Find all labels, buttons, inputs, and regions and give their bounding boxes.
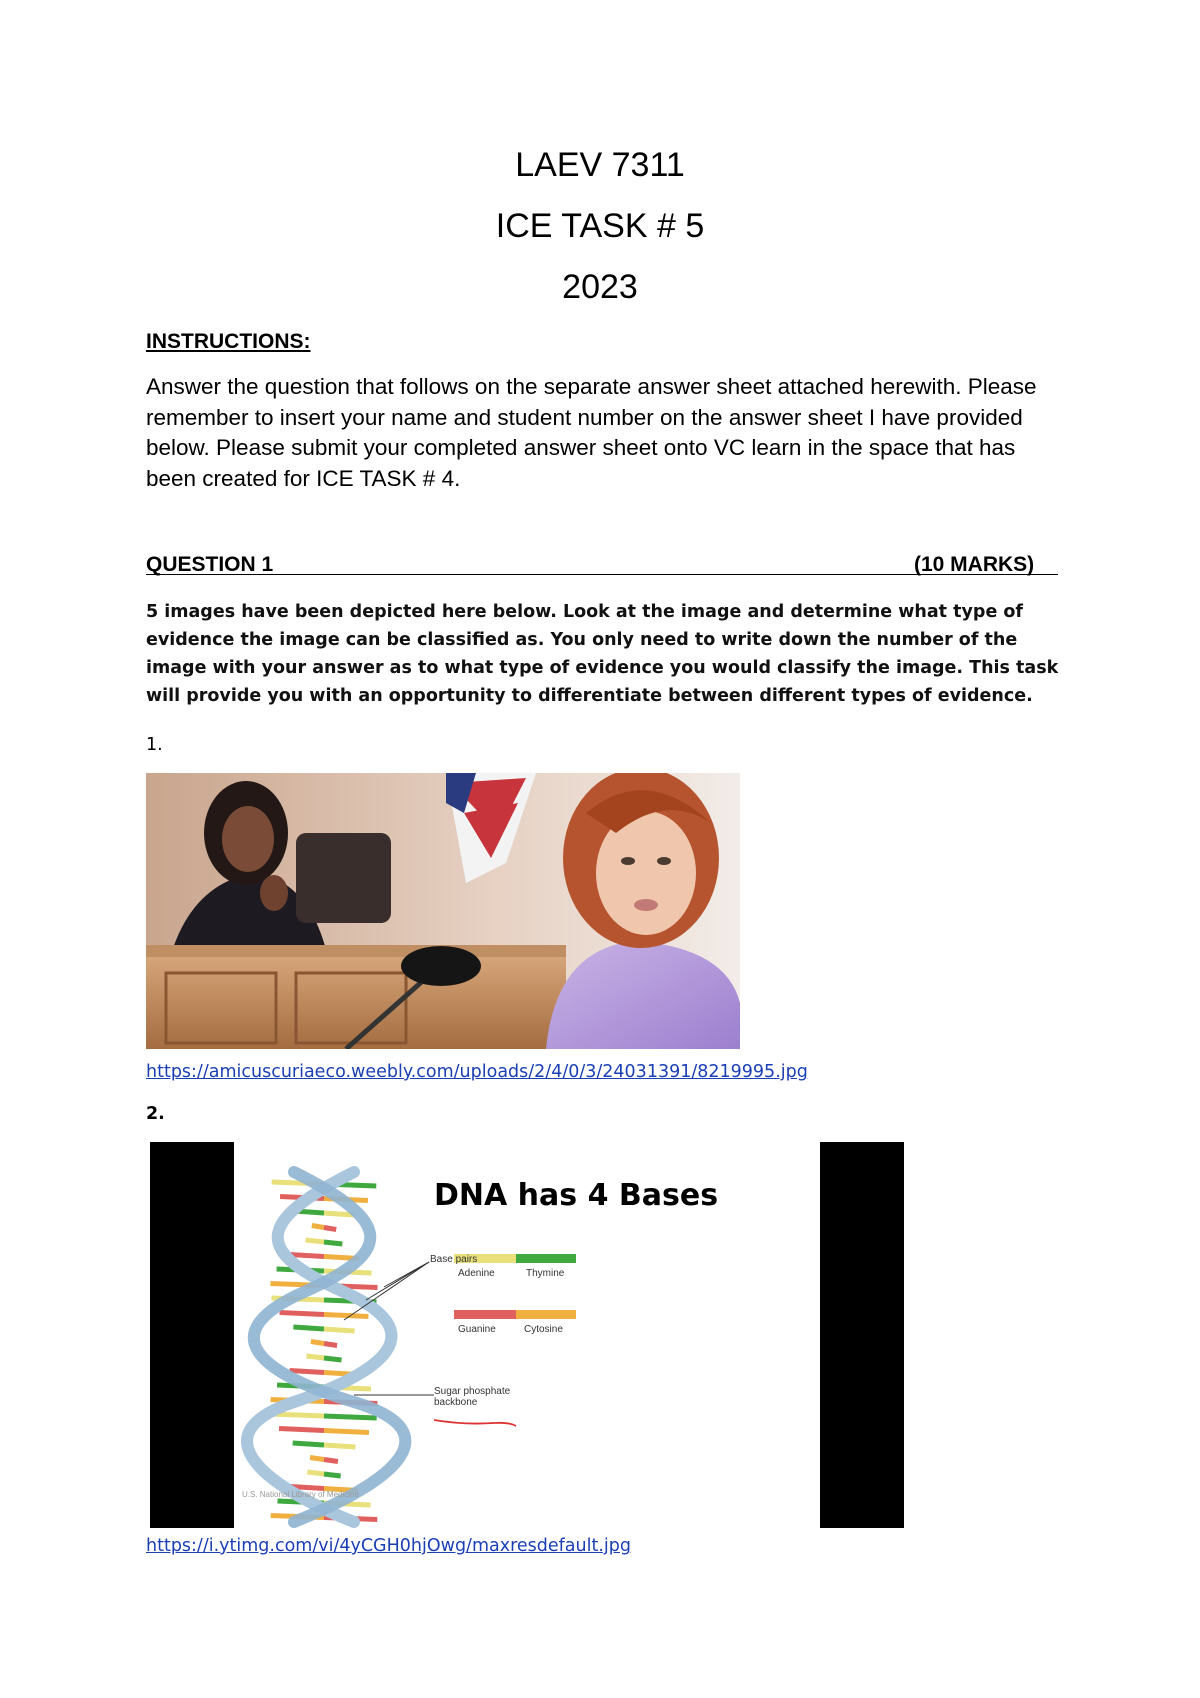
dna-slide (234, 1142, 820, 1528)
base-pair-rung (324, 1460, 338, 1462)
base-pair-rung (324, 1445, 355, 1447)
slide-credit: U.S. National Library of Medicine (242, 1490, 359, 1499)
base-pair-rung (290, 1371, 324, 1373)
base-pair-rung (324, 1228, 336, 1230)
adenine-label: Adenine (458, 1268, 495, 1279)
course-code: LAEV 7311 (515, 146, 685, 184)
base-pair-rung (324, 1344, 337, 1346)
task-title: ICE TASK # 5 (495, 207, 705, 245)
sugar-backbone-label (434, 1386, 510, 1408)
base-pair-rung (311, 1342, 324, 1344)
base-pair-rung (307, 1472, 324, 1474)
cytosine-label: Cytosine (524, 1324, 563, 1335)
base-pairs-label: Base pairs (430, 1254, 478, 1265)
question-underline (146, 574, 1058, 575)
sugar-label-line-2: backbone (434, 1397, 478, 1408)
image-1-number: 1. (146, 735, 163, 755)
base-pair-rung (312, 1226, 324, 1228)
base-pair-rung (324, 1416, 377, 1418)
base-pair-rung (324, 1358, 342, 1360)
base-pair-rung (324, 1315, 368, 1317)
task-year: 2023 (562, 268, 638, 306)
base-pair-rung (306, 1240, 324, 1242)
image-1-link[interactable]: https://amicuscuriaeco.weebly.com/uploads/2/4/0/3/24031391/8219995.jpg (146, 1062, 808, 1082)
guanine-label: Guanine (458, 1324, 496, 1335)
base-pair-rung (306, 1356, 324, 1358)
question-label: QUESTION 1 (146, 553, 274, 576)
base-pair-rungs (270, 1182, 377, 1520)
base-pair-rung (324, 1329, 355, 1331)
question-body: 5 images have been depicted here below. Look at the image and determine what type of evidence the image can be classified as. You only need to write down the number of the image with your answer as to what type of evidence you would classify the image. This task will provide you with an opportunity to differentiate between different types of evidence. (146, 602, 1059, 706)
image-2-link[interactable]: https://i.ytimg.com/vi/4yCGH0hjOwg/maxresdefault.jpg (146, 1536, 631, 1556)
base-pair-rung (310, 1458, 324, 1460)
thymine-label: Thymine (526, 1268, 565, 1279)
slide-title: DNA has 4 Bases (434, 1178, 719, 1213)
base-pair-rung (324, 1474, 341, 1476)
base-pair-rung (293, 1443, 324, 1445)
base-pair-rung (280, 1313, 324, 1315)
dna-slide-image (150, 1142, 904, 1528)
base-pair-rung (279, 1429, 324, 1431)
instructions-body: Answer the question that follows on the separate answer sheet attached herewith. Please remember to insert your name and student number on the answer sheet I have provided below. Please submit your completed answer sheet onto VC learn in the space that has been created for ICE TASK # 4. (146, 374, 1037, 491)
sugar-label-line-1: Sugar phosphate (434, 1386, 511, 1397)
base-pair-rung (293, 1327, 324, 1329)
question-marks: (10 MARKS) (914, 553, 1035, 576)
instructions-heading: INSTRUCTIONS: (146, 330, 311, 353)
courtroom-illustration (146, 773, 740, 1049)
courtroom-image (146, 773, 740, 1049)
base-pair-rung (324, 1242, 342, 1244)
image-2-number: 2. (146, 1104, 165, 1124)
base-pair-rung (324, 1431, 369, 1433)
base-pair-rung (271, 1414, 324, 1416)
